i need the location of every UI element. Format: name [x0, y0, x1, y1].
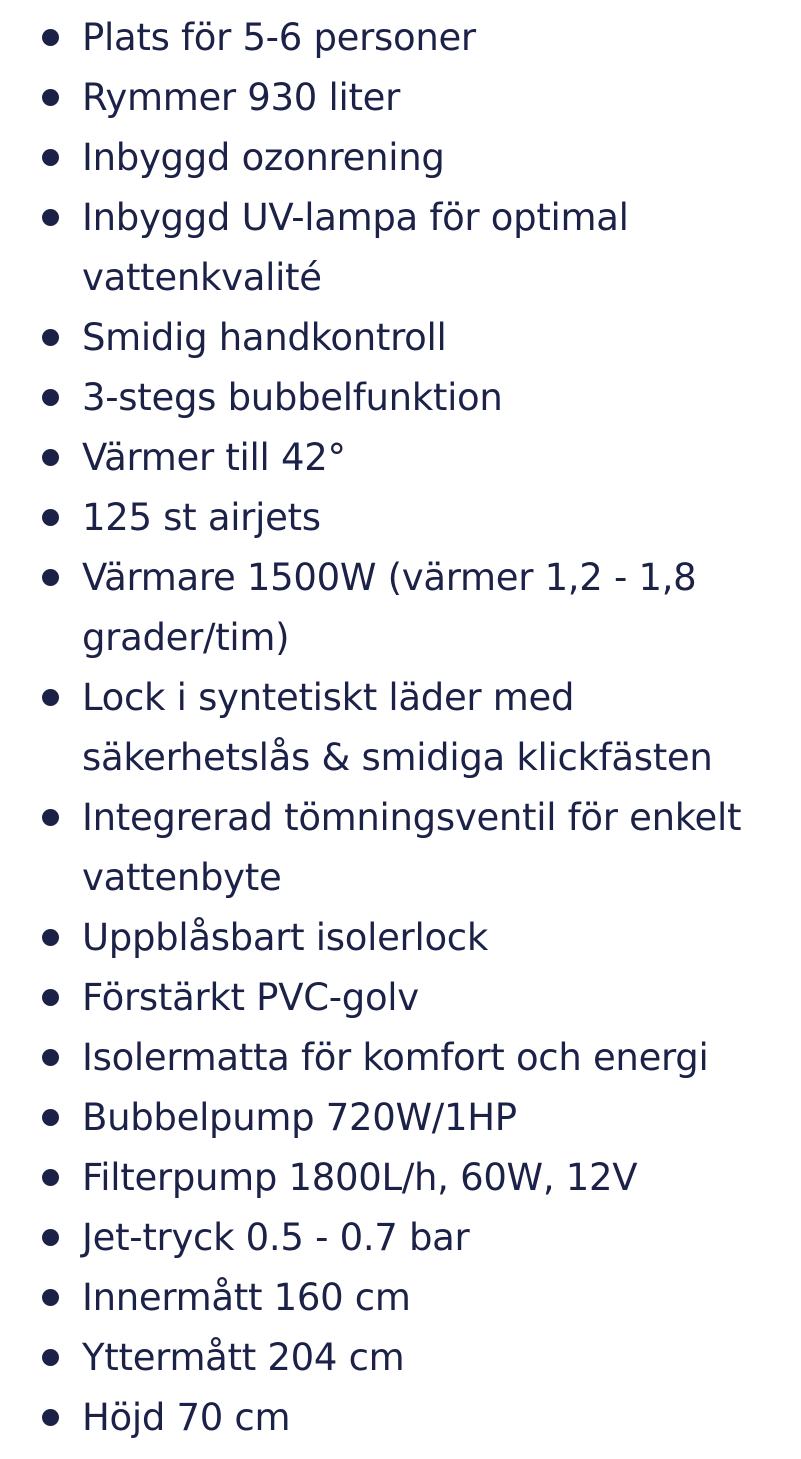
list-item — [0, 968, 801, 1028]
list-item — [0, 428, 801, 488]
list-item-text: Värmer till 42° — [82, 436, 346, 479]
list-item-text: Förstärkt PVC-golv — [82, 976, 419, 1019]
bullet-icon — [42, 329, 59, 346]
list-item-text: Inbyggd UV-lampa för optimal vattenkvalité — [82, 196, 629, 299]
bullet-icon — [42, 569, 59, 586]
list-item-text: Isolermatta för komfort och energi — [82, 1036, 709, 1079]
list-item-text: Plats för 5-6 personer — [82, 16, 476, 59]
list-item-text: Jet-tryck 0.5 - 0.7 bar — [82, 1216, 470, 1259]
list-item — [0, 668, 801, 788]
bullet-icon — [42, 929, 59, 946]
list-item — [0, 128, 801, 188]
list-item-text: 125 st airjets — [82, 496, 321, 539]
list-item — [0, 788, 801, 908]
bullet-icon — [42, 1289, 59, 1306]
list-item — [0, 548, 801, 668]
bullet-icon — [42, 1349, 59, 1366]
bullet-icon — [42, 1049, 59, 1066]
bullet-icon — [42, 809, 59, 826]
bullet-icon — [42, 389, 59, 406]
list-item-text: Filterpump 1800L/h, 60W, 12V — [82, 1156, 638, 1199]
list-item — [0, 368, 801, 428]
list-item-text: Inbyggd ozonrening — [82, 136, 445, 179]
list-item — [0, 188, 801, 308]
bullet-icon — [42, 29, 59, 46]
list-item — [0, 308, 801, 368]
list-item — [0, 488, 801, 548]
bullet-icon — [42, 1109, 59, 1126]
list-item — [0, 1028, 801, 1088]
list-item-text: 3-stegs bubbelfunktion — [82, 376, 503, 419]
list-item — [0, 68, 801, 128]
list-item — [0, 1208, 801, 1268]
bullet-icon — [42, 89, 59, 106]
bullet-icon — [42, 509, 59, 526]
bullet-icon — [42, 449, 59, 466]
list-item — [0, 1268, 801, 1328]
list-item-text: Smidig handkontroll — [82, 316, 447, 359]
bullet-icon — [42, 1169, 59, 1186]
list-item-text: Rymmer 930 liter — [82, 76, 401, 119]
list-item — [0, 8, 801, 68]
bullet-icon — [42, 209, 59, 226]
list-item — [0, 1148, 801, 1208]
bullet-icon — [42, 1409, 59, 1426]
list-item-text: Integrerad tömningsventil för enkelt vattenbyte — [82, 796, 742, 899]
list-item-text: Höjd 70 cm — [82, 1396, 291, 1439]
list-item-text: Yttermått 204 cm — [82, 1336, 405, 1379]
list-item-text: Lock i syntetiskt läder med säkerhetslås & smidiga klickfästen — [82, 676, 713, 779]
bullet-icon — [42, 149, 59, 166]
bullet-icon — [42, 1229, 59, 1246]
bullet-icon — [42, 689, 59, 706]
list-item — [0, 1088, 801, 1148]
list-item-text: Värmare 1500W (värmer 1,2 - 1,8 grader/tim) — [82, 556, 697, 659]
list-item-text: Bubbelpump 720W/1HP — [82, 1096, 517, 1139]
list-item-text: Innermått 160 cm — [82, 1276, 411, 1319]
list-item-text: Uppblåsbart isolerlock — [82, 916, 488, 959]
list-item — [0, 1328, 801, 1388]
list-item — [0, 908, 801, 968]
list-item — [0, 1388, 801, 1448]
bullet-icon — [42, 989, 59, 1006]
